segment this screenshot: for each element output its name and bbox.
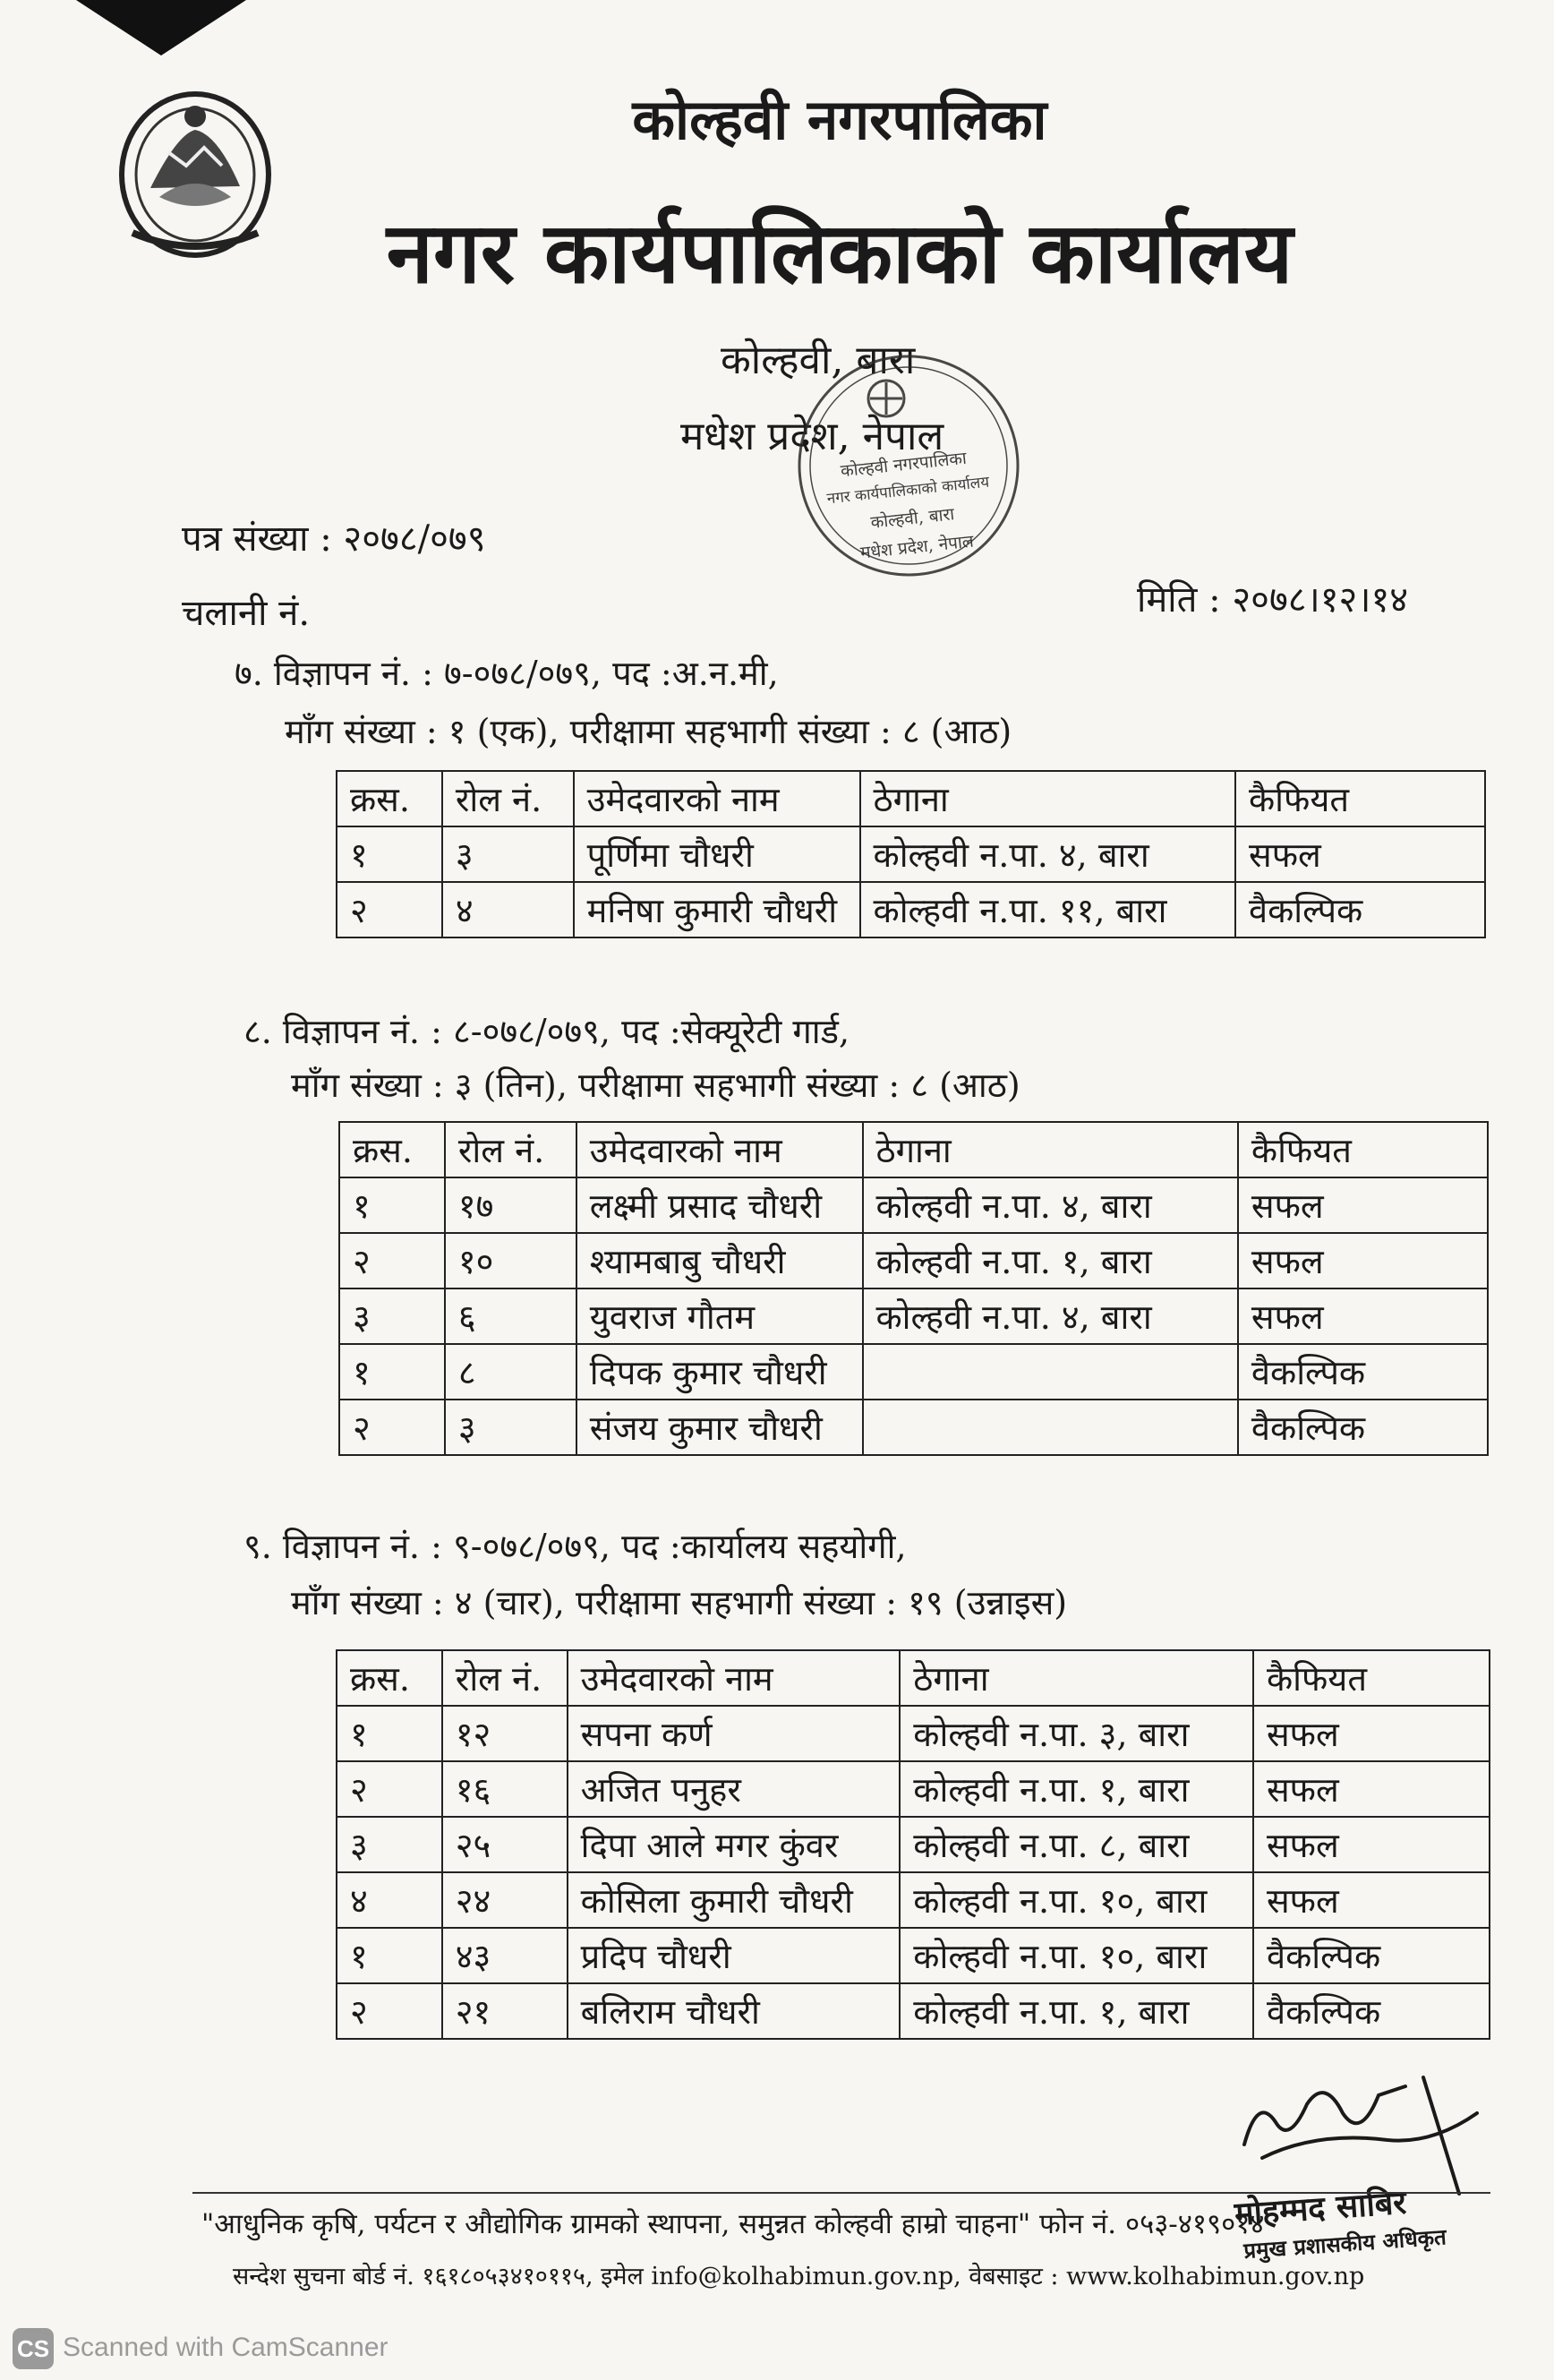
cell-name: दिपा आले मगर कुंवर xyxy=(568,1817,901,1872)
cell-address: कोल्हवी न.पा. ३, बारा xyxy=(900,1706,1253,1761)
section-8-heading: ८. विज्ञापन नं. : ८-०७८/०७९, पद :सेक्यूरेटी गार्ड, xyxy=(243,1012,850,1051)
cell-name: प्रदिप चौधरी xyxy=(568,1928,901,1983)
officer-signature xyxy=(1226,2059,1495,2265)
cell-remarks: वैकल्पिक xyxy=(1253,1983,1490,2039)
col-header-name: उमेदवारको नाम xyxy=(574,771,860,826)
col-header-sn: क्रस. xyxy=(339,1122,445,1177)
section-9-demand: माँग संख्या : ४ (चार), परीक्षामा सहभागी संख्या : १९ (उन्नाइस) xyxy=(291,1583,1068,1622)
cell-name: युवराज गौतम xyxy=(576,1288,863,1344)
cell-sn: २ xyxy=(337,1983,442,2039)
table-row xyxy=(337,1928,1490,1983)
col-header-address: ठेगाना xyxy=(900,1650,1253,1706)
results-table-section-9 xyxy=(336,1649,1490,2040)
dispatch-number: चलानी नं. xyxy=(182,593,311,634)
table-row xyxy=(339,1344,1488,1400)
section-7-heading: ७. विज्ञापन नं. : ७-०७८/०७९, पद :अ.न.मी, xyxy=(235,654,779,693)
cell-remarks: सफल xyxy=(1253,1817,1490,1872)
cell-roll: २५ xyxy=(442,1817,568,1872)
cell-address: कोल्हवी न.पा. १, बारा xyxy=(900,1761,1253,1817)
stamp-line-2: नगर कार्यपालिकाको कार्यालय xyxy=(825,473,991,509)
cell-name: मनिषा कुमारी चौधरी xyxy=(574,882,860,937)
cell-remarks: सफल xyxy=(1253,1872,1490,1928)
table-header-row xyxy=(339,1122,1488,1177)
cell-remarks: सफल xyxy=(1253,1706,1490,1761)
cell-roll: १७ xyxy=(445,1177,576,1233)
cell-address: कोल्हवी न.पा. ११, बारा xyxy=(860,882,1235,937)
table-row xyxy=(337,1761,1490,1817)
cell-sn: १ xyxy=(337,1928,442,1983)
col-header-remarks: कैफियत xyxy=(1235,771,1485,826)
letter-date: मिति : २०७८।१२।१४ xyxy=(1137,579,1409,621)
cell-address: कोल्हवी न.पा. १, बारा xyxy=(900,1983,1253,2039)
cell-address xyxy=(863,1344,1238,1400)
section-8-demand: माँग संख्या : ३ (तिन), परीक्षामा सहभागी संख्या : ८ (आठ) xyxy=(291,1066,1020,1105)
cell-remarks: सफल xyxy=(1238,1233,1488,1288)
signatory-designation: प्रमुख प्रशासकीय अधिकृत xyxy=(1242,2223,1447,2264)
cell-remarks: वैकल्पिक xyxy=(1238,1400,1488,1455)
cell-roll: १२ xyxy=(442,1706,568,1761)
cell-name: सपना कर्ण xyxy=(568,1706,901,1761)
cell-sn: ३ xyxy=(337,1817,442,1872)
cell-address xyxy=(863,1400,1238,1455)
stamp-line-4: मधेश प्रदेश, नेपाल xyxy=(859,531,975,563)
section-9-heading: ९. विज्ञापन नं. : ९-०७८/०७९, पद :कार्यालय सहयोगी, xyxy=(243,1527,907,1566)
table-header-row xyxy=(337,771,1485,826)
col-header-remarks: कैफियत xyxy=(1238,1122,1488,1177)
footer-divider xyxy=(192,2192,1490,2194)
cell-roll: ३ xyxy=(442,826,574,882)
col-header-remarks: कैफियत xyxy=(1253,1650,1490,1706)
cell-address: कोल्हवी न.पा. ४, बारा xyxy=(863,1177,1238,1233)
cell-roll: २४ xyxy=(442,1872,568,1928)
cell-remarks: वैकल्पिक xyxy=(1235,882,1485,937)
letter-number: पत्र संख्या : २०७८/०७९ xyxy=(182,518,486,560)
table-row xyxy=(339,1233,1488,1288)
cell-address: कोल्हवी न.पा. ४, बारा xyxy=(860,826,1235,882)
section-7-demand: माँग संख्या : १ (एक), परीक्षामा सहभागी संख्या : ८ (आठ) xyxy=(285,712,1012,751)
cell-address: कोल्हवी न.पा. १०, बारा xyxy=(900,1872,1253,1928)
col-header-sn: क्रस. xyxy=(337,1650,442,1706)
stamp-line-1: कोल्हवी नगरपालिका xyxy=(839,448,968,482)
footer-contact: सन्देश सुचना बोर्ड नं. १६१८०५३४१०११५, इमेल info@kolhabimun.gov.np, वेबसाइट : www.kolhabimun.gov.np xyxy=(233,2263,1365,2290)
col-header-sn: क्रस. xyxy=(337,771,442,826)
cell-sn: १ xyxy=(339,1177,445,1233)
table-row xyxy=(337,882,1485,937)
table-row xyxy=(337,1817,1490,1872)
col-header-roll: रोल नं. xyxy=(445,1122,576,1177)
table-row xyxy=(337,1706,1490,1761)
table-row xyxy=(337,1872,1490,1928)
cell-sn: १ xyxy=(337,1706,442,1761)
address-line-1: कोल्हवी, बारा xyxy=(721,338,916,383)
col-header-address: ठेगाना xyxy=(860,771,1235,826)
cell-remarks: सफल xyxy=(1238,1288,1488,1344)
cell-name: श्यामबाबु चौधरी xyxy=(576,1233,863,1288)
results-table-section-8 xyxy=(338,1121,1489,1456)
footer-slogan: "आधुनिक कृषि, पर्यटन र औद्योगिक ग्रामको स्थापना, समुन्नत कोल्हवी हाम्रो चाहना" फोन नं. ०५३-४१९०१४ xyxy=(201,2208,1265,2240)
table-row xyxy=(339,1288,1488,1344)
cell-sn: २ xyxy=(339,1233,445,1288)
results-table-section-7 xyxy=(336,770,1486,938)
office-seal-stamp xyxy=(788,345,1029,586)
cell-roll: ६ xyxy=(445,1288,576,1344)
cell-address: कोल्हवी न.पा. १, बारा xyxy=(863,1233,1238,1288)
cell-name: बलिराम चौधरी xyxy=(568,1983,901,2039)
cell-sn: १ xyxy=(339,1344,445,1400)
col-header-roll: रोल नं. xyxy=(442,1650,568,1706)
col-header-address: ठेगाना xyxy=(863,1122,1238,1177)
cell-sn: २ xyxy=(337,882,442,937)
cell-address: कोल्हवी न.पा. १०, बारा xyxy=(900,1928,1253,1983)
cell-roll: २१ xyxy=(442,1983,568,2039)
col-header-roll: रोल नं. xyxy=(442,771,574,826)
address-line-2: मधेश प्रदेश, नेपाल xyxy=(680,414,944,459)
cell-sn: ३ xyxy=(339,1288,445,1344)
cell-name: संजय कुमार चौधरी xyxy=(576,1400,863,1455)
cell-roll: ८ xyxy=(445,1344,576,1400)
table-row xyxy=(339,1177,1488,1233)
cell-sn: २ xyxy=(339,1400,445,1455)
cell-address: कोल्हवी न.पा. ८, बारा xyxy=(900,1817,1253,1872)
cell-name: पूर्णिमा चौधरी xyxy=(574,826,860,882)
table-row xyxy=(337,1983,1490,2039)
camscanner-watermark: Scanned with CamScanner xyxy=(63,2333,388,2362)
cell-name: दिपक कुमार चौधरी xyxy=(576,1344,863,1400)
camscanner-logo-icon: CS xyxy=(13,2328,54,2369)
stamp-line-3: कोल्हवी, बारा xyxy=(869,504,956,533)
cell-name: लक्ष्मी प्रसाद चौधरी xyxy=(576,1177,863,1233)
table-row xyxy=(339,1400,1488,1455)
corner-fold-mark xyxy=(76,0,246,56)
col-header-name: उमेदवारको नाम xyxy=(568,1650,901,1706)
cell-roll: ३ xyxy=(445,1400,576,1455)
office-title: नगर कार्यपालिकाको कार्यालय xyxy=(386,204,1294,303)
cell-address: कोल्हवी न.पा. ४, बारा xyxy=(863,1288,1238,1344)
cell-remarks: वैकल्पिक xyxy=(1253,1928,1490,1983)
cell-name: कोसिला कुमारी चौधरी xyxy=(568,1872,901,1928)
cell-sn: १ xyxy=(337,826,442,882)
col-header-name: उमेदवारको नाम xyxy=(576,1122,863,1177)
cell-name: अजित पनुहर xyxy=(568,1761,901,1817)
cell-sn: ४ xyxy=(337,1872,442,1928)
table-row xyxy=(337,826,1485,882)
table-header-row xyxy=(337,1650,1490,1706)
cell-remarks: सफल xyxy=(1238,1177,1488,1233)
cell-remarks: सफल xyxy=(1235,826,1485,882)
cell-roll: १० xyxy=(445,1233,576,1288)
cell-sn: २ xyxy=(337,1761,442,1817)
cell-roll: ४ xyxy=(442,882,574,937)
signatory-name: मोहम्मद साबिर xyxy=(1233,2183,1408,2233)
cell-roll: ४३ xyxy=(442,1928,568,1983)
cell-roll: १६ xyxy=(442,1761,568,1817)
municipality-name: कोल्हवी नगरपालिका xyxy=(632,87,1047,152)
cell-remarks: सफल xyxy=(1253,1761,1490,1817)
cell-remarks: वैकल्पिक xyxy=(1238,1344,1488,1400)
